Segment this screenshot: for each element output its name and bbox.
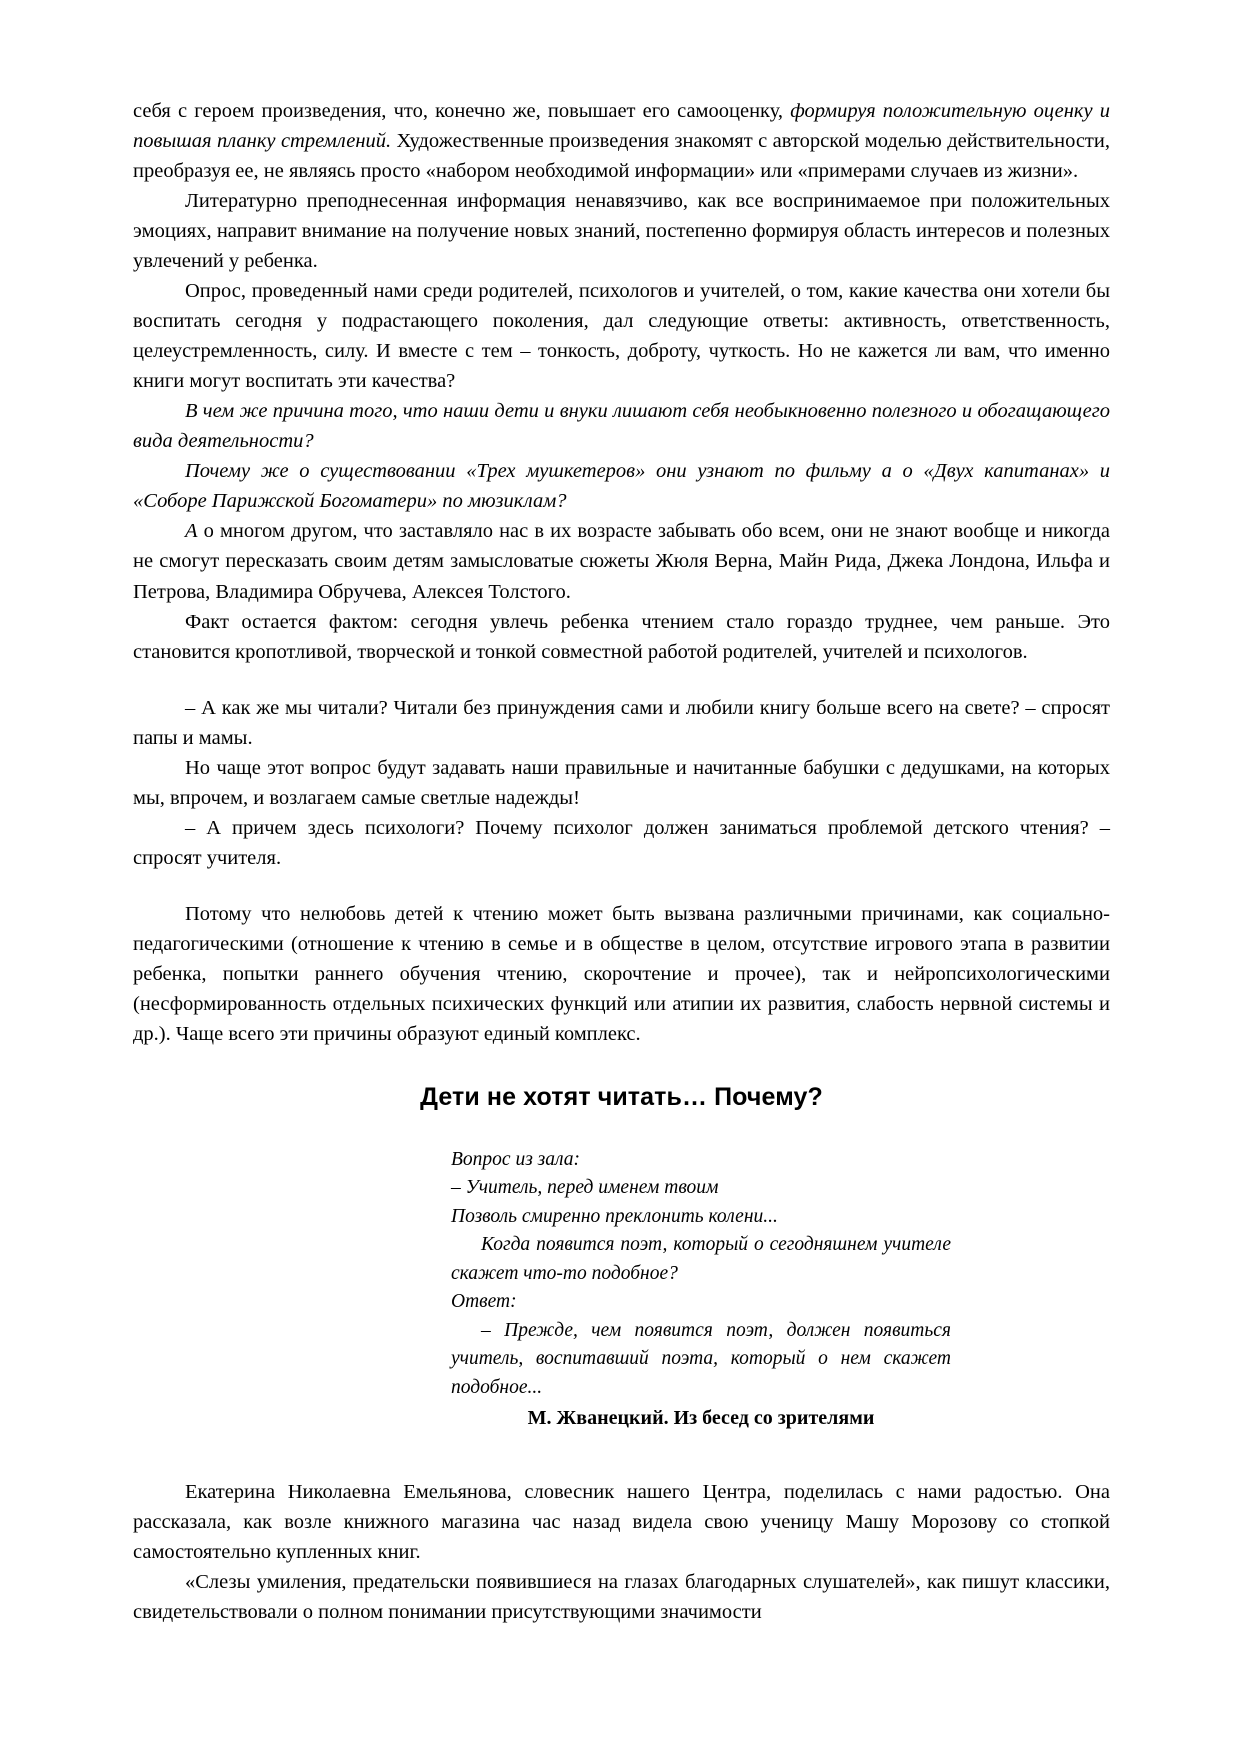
spacer bbox=[133, 1112, 1110, 1146]
paragraph-italic-part: формируя положительную оценку и повышая планку стремлений. bbox=[133, 100, 1110, 153]
epigraph-block bbox=[451, 1146, 951, 1433]
paragraph-tears: «Слезы умиления, предательски появившиеся на глазах благодарных слушателей», как пишут классики, свидетельствовали о полном понимании присутствующими значимости bbox=[133, 1571, 1110, 1624]
paragraph-grandparents: Но чаще этот вопрос будут задавать наши правильные и начитанные бабушки с дедушками, на которых мы, впрочем, и возлагаем самые светлые надежды! bbox=[133, 756, 1110, 809]
epigraph-line-knees: Позволь смиренно преклонить колени... bbox=[451, 1205, 778, 1227]
paragraph-lead-letter: А bbox=[185, 520, 198, 543]
paragraph-question-reason: В чем же причина того, что наши дети и внуки лишают себя необыкновенно полезного и обогащающего вида деятельности? bbox=[133, 400, 1110, 453]
paragraph-literary-info: Литературно преподнесенная информация ненавязчиво, как все воспринимаемое при положительных эмоциях, направит внимание на получение новых знаний, постепенно формируя область интересов и полезных увлечений у ребенка. bbox=[133, 190, 1110, 273]
epigraph-line-answer-label: Ответ: bbox=[451, 1291, 517, 1313]
paragraph-authors-list bbox=[133, 516, 1110, 606]
epigraph-line-poet-question: Когда появится поэт, который о сегодняшнем учителе скажет что-то подобное? bbox=[451, 1234, 951, 1284]
spacer bbox=[133, 667, 1110, 693]
epigraph-attribution: М. Жванецкий. Из бесед со зрителями bbox=[527, 1407, 875, 1430]
paragraph-fact: Факт остается фактом: сегодня увлечь ребенка чтением стало гораздо труднее, чем раньше. Это становится кропотливой, творческой и тонкой совместной работой родителей, учителей и психологов. bbox=[133, 610, 1110, 663]
page-title: Дети не хотят читать… Почему? bbox=[420, 1082, 823, 1111]
spacer bbox=[133, 1433, 1110, 1477]
paragraph-emelyanova: Екатерина Николаевна Емельянова, словесник нашего Центра, поделилась с нами радостью. Она рассказала, как возле книжного магазина час назад видела свою ученицу Машу Морозову со стопкой самостоятельно купленных книг. bbox=[133, 1481, 1110, 1564]
paragraph-teachers-question: – А причем здесь психологи? Почему психолог должен заниматься проблемой детского чтения? – спросят учителя. bbox=[133, 816, 1110, 869]
epigraph-line-answer: – Прежде, чем появится поэт, должен появиться учитель, воспитавший поэта, который о нем скажет подобное... bbox=[451, 1319, 951, 1398]
paragraph-text-part: о многом другом, что заставляло нас в их возрасте забывать обо всем, они не знают вообще и никогда не смогут пересказать своим детям замысловатые сюжеты Жюля Верна, Майн Рида, Джека Лондона, Ильфа и Петрова, Владимира Обручева, Алексея Толстого. bbox=[133, 520, 1110, 603]
paragraph-continuation bbox=[133, 96, 1110, 186]
spacer bbox=[133, 873, 1110, 899]
paragraph-question-musketeers: Почему же о существовании «Трех мушкетеров» они узнают по фильму а о «Двух капитанах» и «Соборе Парижской Богоматери» по мюзиклам? bbox=[133, 460, 1110, 513]
paragraph-text-part: Художественные произведения знакомят с авторской моделью действительности, преобразуя ее, не являясь просто «набором необходимой информации» или «примерами случаев из жизни». bbox=[133, 130, 1110, 183]
paragraph-parents-question: – А как же мы читали? Читали без принуждения сами и любили книгу больше всего на свете? – спросят папы и мамы. bbox=[133, 696, 1110, 749]
paragraph-text-part: себя с героем произведения, что, конечно же, повышает его самооценку, bbox=[133, 100, 791, 122]
spacer bbox=[133, 1049, 1110, 1083]
epigraph-line-teacher: – Учитель, перед именем твоим bbox=[451, 1177, 719, 1199]
paragraph-survey: Опрос, проведенный нами среди родителей, психологов и учителей, о том, какие качества они хотели бы воспитать сегодня у подрастающего поколения, дал следующие ответы: активность, ответственность, целеустремленность, силу. И вместе с тем – тонкость, доброту, чуткость. Но не кажется ли вам, что именно книги могут воспитать эти качества? bbox=[133, 280, 1110, 393]
paragraph-causes: Потому что нелюбовь детей к чтению может быть вызвана различными причинами, как социально-педагогическими (отношение к чтению в семье и в обществе в целом, отсутствие игрового этапа в развитии ребенка, попытки раннего обучения чтению, скорочтение и прочее), так и нейропсихологическими (несформированность отдельных психических функций или атипии их развития, слабость нервной системы и др.). Чаще всего эти причины образуют единый комплекс. bbox=[133, 902, 1110, 1045]
epigraph-line-question-label: Вопрос из зала: bbox=[451, 1148, 581, 1170]
